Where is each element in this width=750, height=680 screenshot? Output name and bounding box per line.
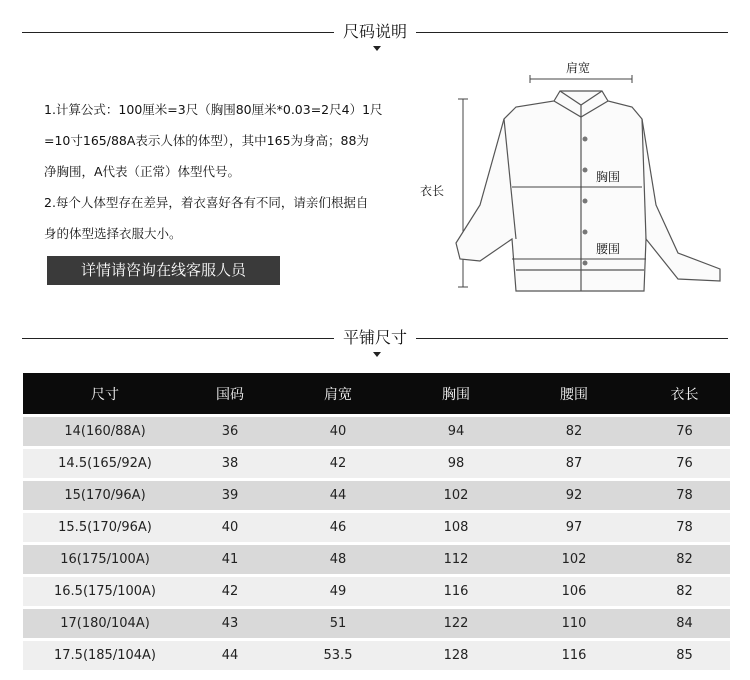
shirt-measurement-diagram bbox=[420, 55, 730, 300]
shirt-outline-icon bbox=[456, 91, 720, 291]
table-cell: 39 bbox=[187, 480, 273, 512]
table-cell: 40 bbox=[273, 416, 403, 448]
table-row bbox=[23, 480, 730, 512]
table-cell: 84 bbox=[639, 608, 730, 640]
table-cell: 128 bbox=[403, 640, 509, 671]
table-cell: 82 bbox=[639, 544, 730, 576]
header-size: 尺寸 bbox=[23, 373, 187, 416]
section-title: 尺码说明 bbox=[339, 22, 411, 41]
table-cell: 43 bbox=[187, 608, 273, 640]
explanation-line: 2.每个人体型存在差异，着衣喜好各有不同，请亲们根据自 bbox=[44, 195, 369, 210]
table-row bbox=[23, 640, 730, 671]
table-cell: 51 bbox=[273, 608, 403, 640]
table-cell: 85 bbox=[639, 640, 730, 671]
table-cell: 78 bbox=[639, 480, 730, 512]
table-cell: 42 bbox=[273, 448, 403, 480]
table-cell: 102 bbox=[403, 480, 509, 512]
table-cell: 98 bbox=[403, 448, 509, 480]
table-cell: 38 bbox=[187, 448, 273, 480]
table-cell: 53.5 bbox=[273, 640, 403, 671]
contact-customer-service-button[interactable]: 详情请咨询在线客服人员 bbox=[47, 256, 280, 285]
table-row bbox=[23, 416, 730, 448]
table-row bbox=[23, 512, 730, 544]
shoulder-width-arrow bbox=[530, 75, 632, 83]
table-header-row bbox=[23, 373, 730, 416]
table-cell: 102 bbox=[509, 544, 639, 576]
table-cell: 16.5(175/100A) bbox=[23, 576, 187, 608]
table-cell: 116 bbox=[403, 576, 509, 608]
section-heading-flat-measurements bbox=[22, 326, 728, 350]
table-cell: 106 bbox=[509, 576, 639, 608]
down-arrow-icon bbox=[373, 46, 381, 51]
table-cell: 76 bbox=[639, 448, 730, 480]
table-row bbox=[23, 448, 730, 480]
table-cell: 49 bbox=[273, 576, 403, 608]
section-heading-size-guide bbox=[22, 20, 728, 44]
size-table bbox=[23, 373, 730, 670]
explanation-line: 1.计算公式：100厘米=3尺（胸围80厘米*0.03=2尺4）1尺 bbox=[44, 102, 383, 117]
table-cell: 108 bbox=[403, 512, 509, 544]
chest-label: 胸围 bbox=[596, 170, 621, 184]
table-cell: 48 bbox=[273, 544, 403, 576]
table-cell: 110 bbox=[509, 608, 639, 640]
table-row bbox=[23, 544, 730, 576]
table-cell: 17(180/104A) bbox=[23, 608, 187, 640]
table-cell: 36 bbox=[187, 416, 273, 448]
table-cell: 44 bbox=[273, 480, 403, 512]
table-cell: 14.5(165/92A) bbox=[23, 448, 187, 480]
length-label: 衣长 bbox=[420, 184, 445, 198]
table-row bbox=[23, 608, 730, 640]
table-cell: 87 bbox=[509, 448, 639, 480]
table-cell: 94 bbox=[403, 416, 509, 448]
header-length: 衣长 bbox=[639, 373, 730, 416]
table-cell: 97 bbox=[509, 512, 639, 544]
table-cell: 82 bbox=[639, 576, 730, 608]
table-cell: 82 bbox=[509, 416, 639, 448]
table-cell: 15.5(170/96A) bbox=[23, 512, 187, 544]
header-chest: 胸围 bbox=[403, 373, 509, 416]
explanation-line: =10寸165/88A表示人体的体型），其中165为身高；88为 bbox=[44, 133, 369, 148]
size-explanation bbox=[44, 94, 414, 249]
waist-label: 腰围 bbox=[596, 242, 621, 256]
header-national-size: 国码 bbox=[187, 373, 273, 416]
table-cell: 122 bbox=[403, 608, 509, 640]
table-cell: 116 bbox=[509, 640, 639, 671]
table-cell: 14(160/88A) bbox=[23, 416, 187, 448]
header-waist: 腰围 bbox=[509, 373, 639, 416]
down-arrow-icon bbox=[373, 352, 381, 357]
table-cell: 42 bbox=[187, 576, 273, 608]
explanation-line: 身的体型选择衣服大小。 bbox=[44, 226, 182, 241]
table-cell: 92 bbox=[509, 480, 639, 512]
table-cell: 112 bbox=[403, 544, 509, 576]
table-cell: 46 bbox=[273, 512, 403, 544]
table-row bbox=[23, 576, 730, 608]
table-cell: 17.5(185/104A) bbox=[23, 640, 187, 671]
table-cell: 16(175/100A) bbox=[23, 544, 187, 576]
section-title: 平铺尺寸 bbox=[339, 328, 411, 347]
explanation-line: 净胸围，A代表（正常）体型代号。 bbox=[44, 164, 241, 179]
table-cell: 44 bbox=[187, 640, 273, 671]
shoulder-width-label: 肩宽 bbox=[566, 61, 591, 75]
header-shoulder: 肩宽 bbox=[273, 373, 403, 416]
table-cell: 40 bbox=[187, 512, 273, 544]
table-cell: 41 bbox=[187, 544, 273, 576]
table-cell: 76 bbox=[639, 416, 730, 448]
table-cell: 78 bbox=[639, 512, 730, 544]
table-cell: 15(170/96A) bbox=[23, 480, 187, 512]
